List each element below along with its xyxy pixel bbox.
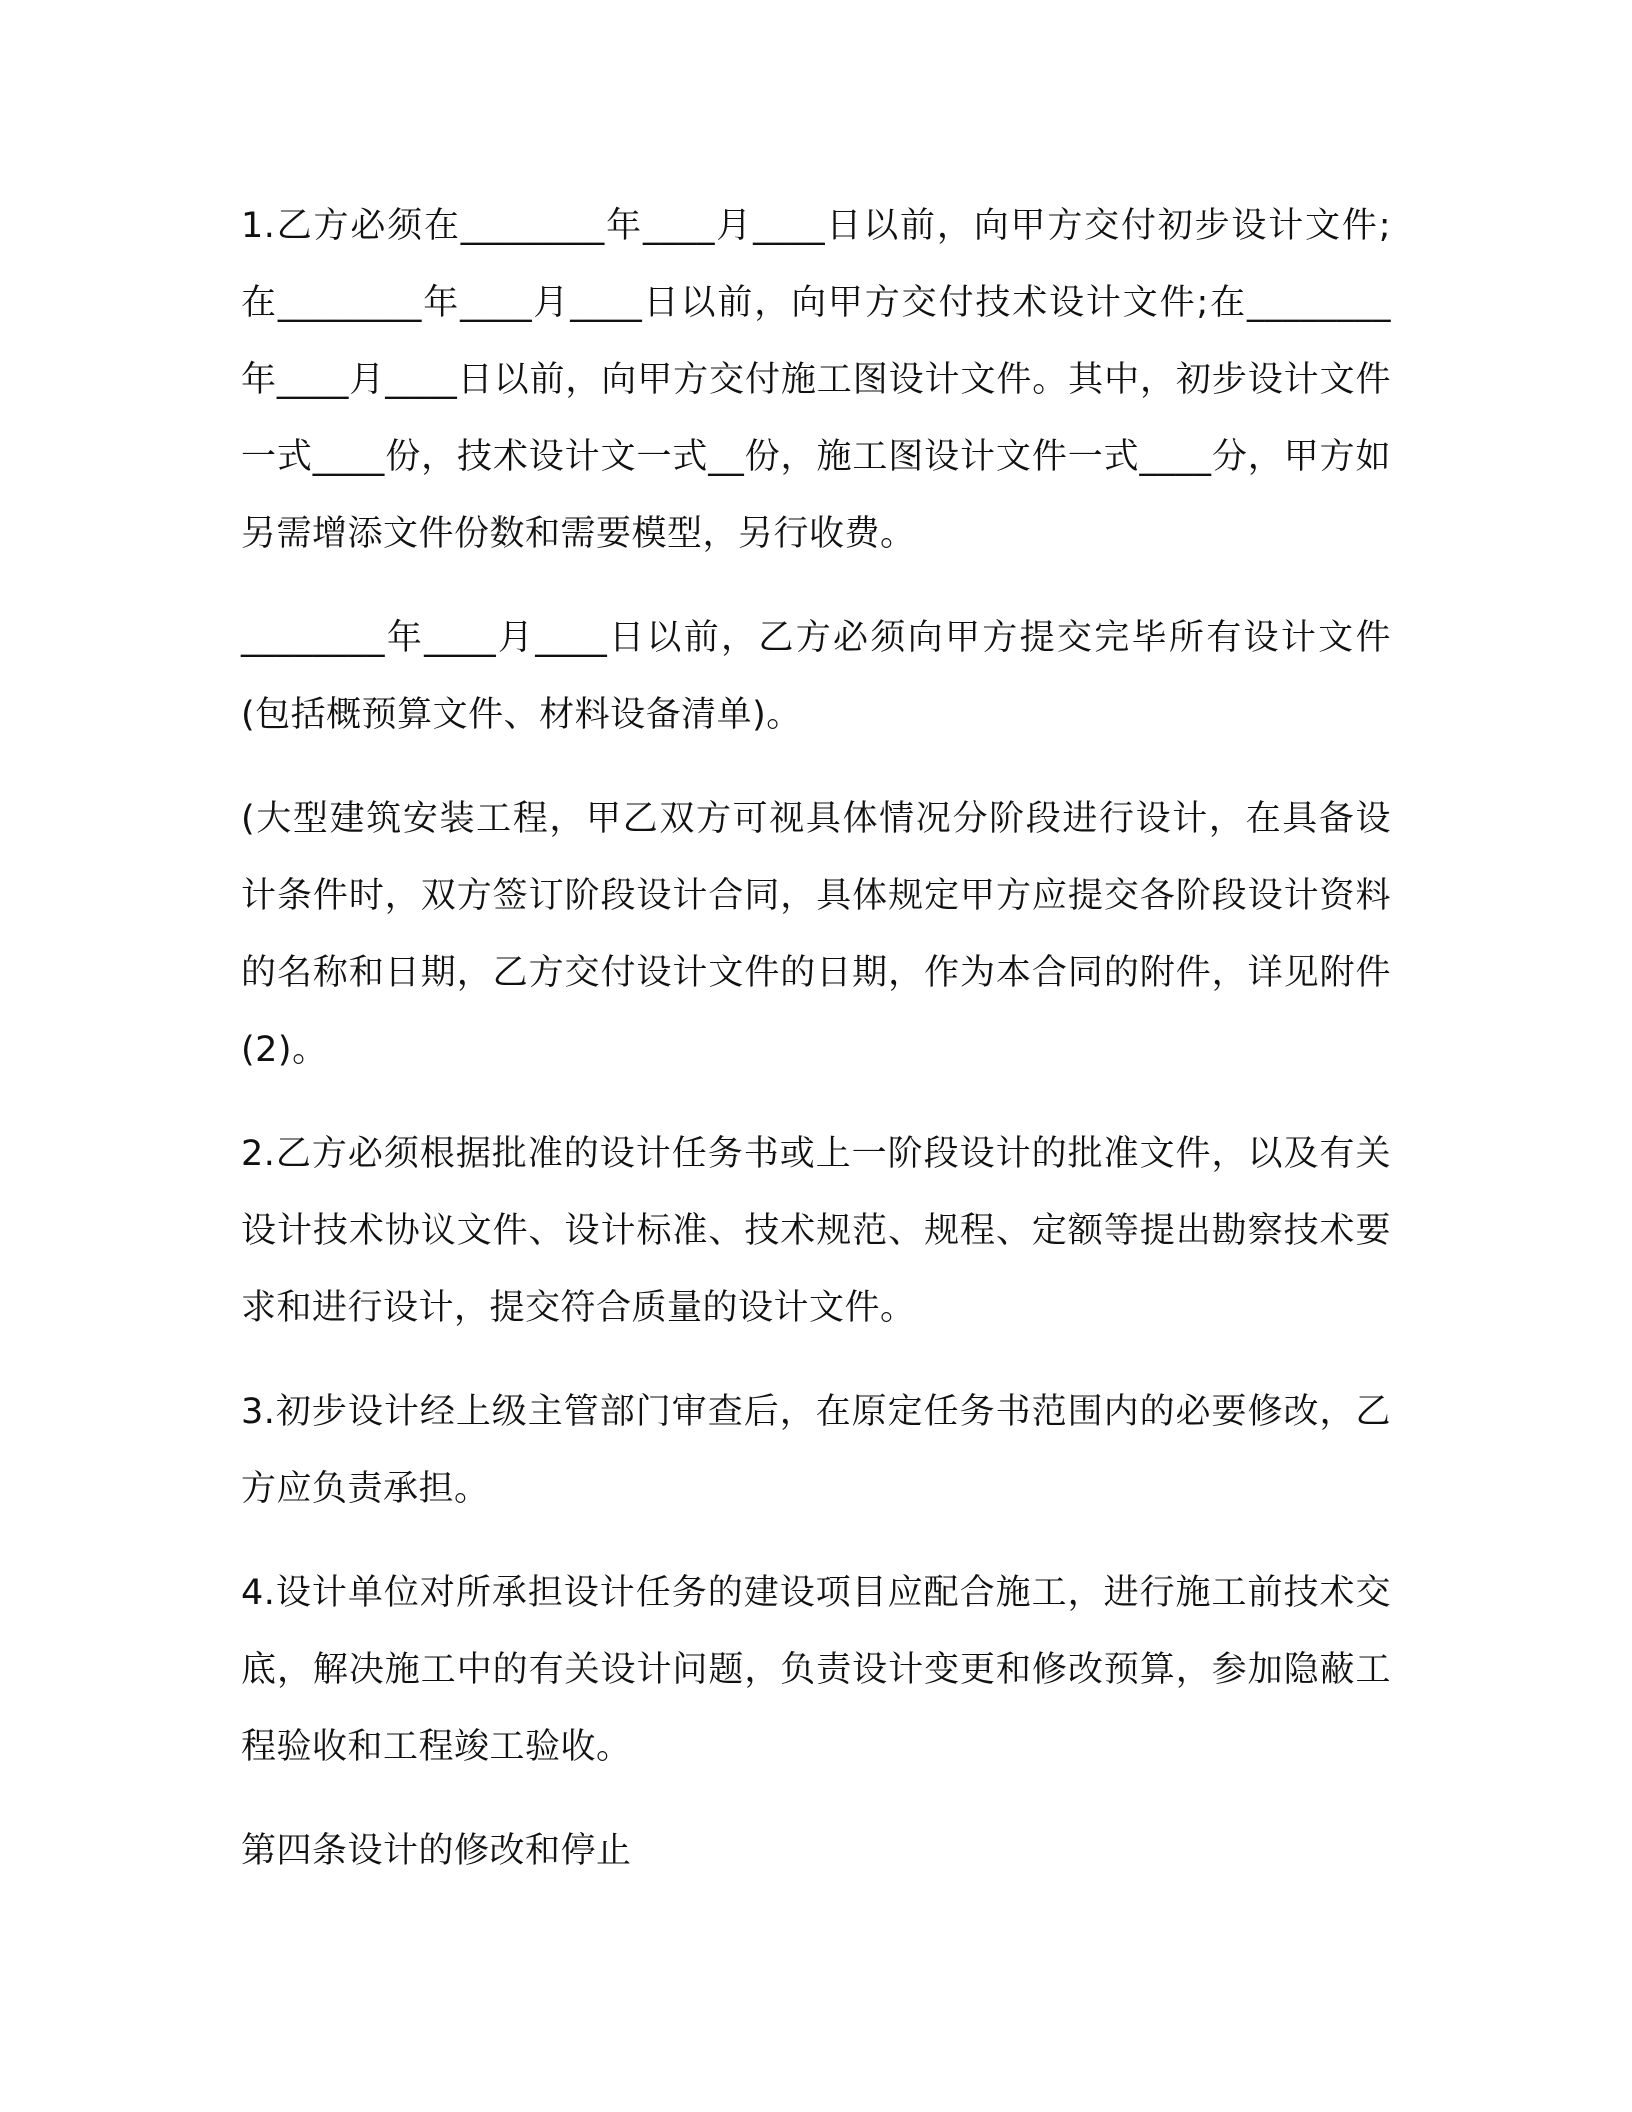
- paragraph-delivery-schedule: 1.乙方必须在________年____月____日以前，向甲方交付初步设计文件;在________年____月____日以前，向甲方交付技术设计文件;在________年____月____日以前，向甲方交付施工图设计文件。其中，初步设计文件一式____份，技术设计文一式__份，施工图设计文件一式____分，甲方如另需增添文件份数和需要模型，另行收费。: [241, 206, 1391, 554]
- section-heading-article-4: 第四条设计的修改和停止: [241, 1831, 632, 1871]
- document-page: [241, 188, 1391, 1890]
- paragraph-clause-2: 2.乙方必须根据批准的设计任务书或上一阶段设计的批准文件，以及有关设计技术协议文件、设计标准、技术规范、规程、定额等提出勘察技术要求和进行设计，提交符合质量的设计文件。: [241, 1134, 1391, 1328]
- paragraph-phased-design-note: (大型建筑安装工程，甲乙双方可视具体情况分阶段进行设计，在具备设计条件时，双方签订阶段设计合同，具体规定甲方应提交各阶段设计资料的名称和日期，乙方交付设计文件的日期，作为本合同的附件，详见附件(2)。: [241, 799, 1391, 1070]
- paragraph-clause-4: 4.设计单位对所承担设计任务的建设项目应配合施工，进行施工前技术交底，解决施工中的有关设计问题，负责设计变更和修改预算，参加隐蔽工程验收和工程竣工验收。: [241, 1573, 1391, 1767]
- paragraph-clause-3: 3.初步设计经上级主管部门审查后，在原定任务书范围内的必要修改，乙方应负责承担。: [241, 1392, 1391, 1509]
- paragraph-submission-deadline: ________年____月____日以前，乙方必须向甲方提交完毕所有设计文件(包括概预算文件、材料设备清单)。: [241, 618, 1391, 735]
